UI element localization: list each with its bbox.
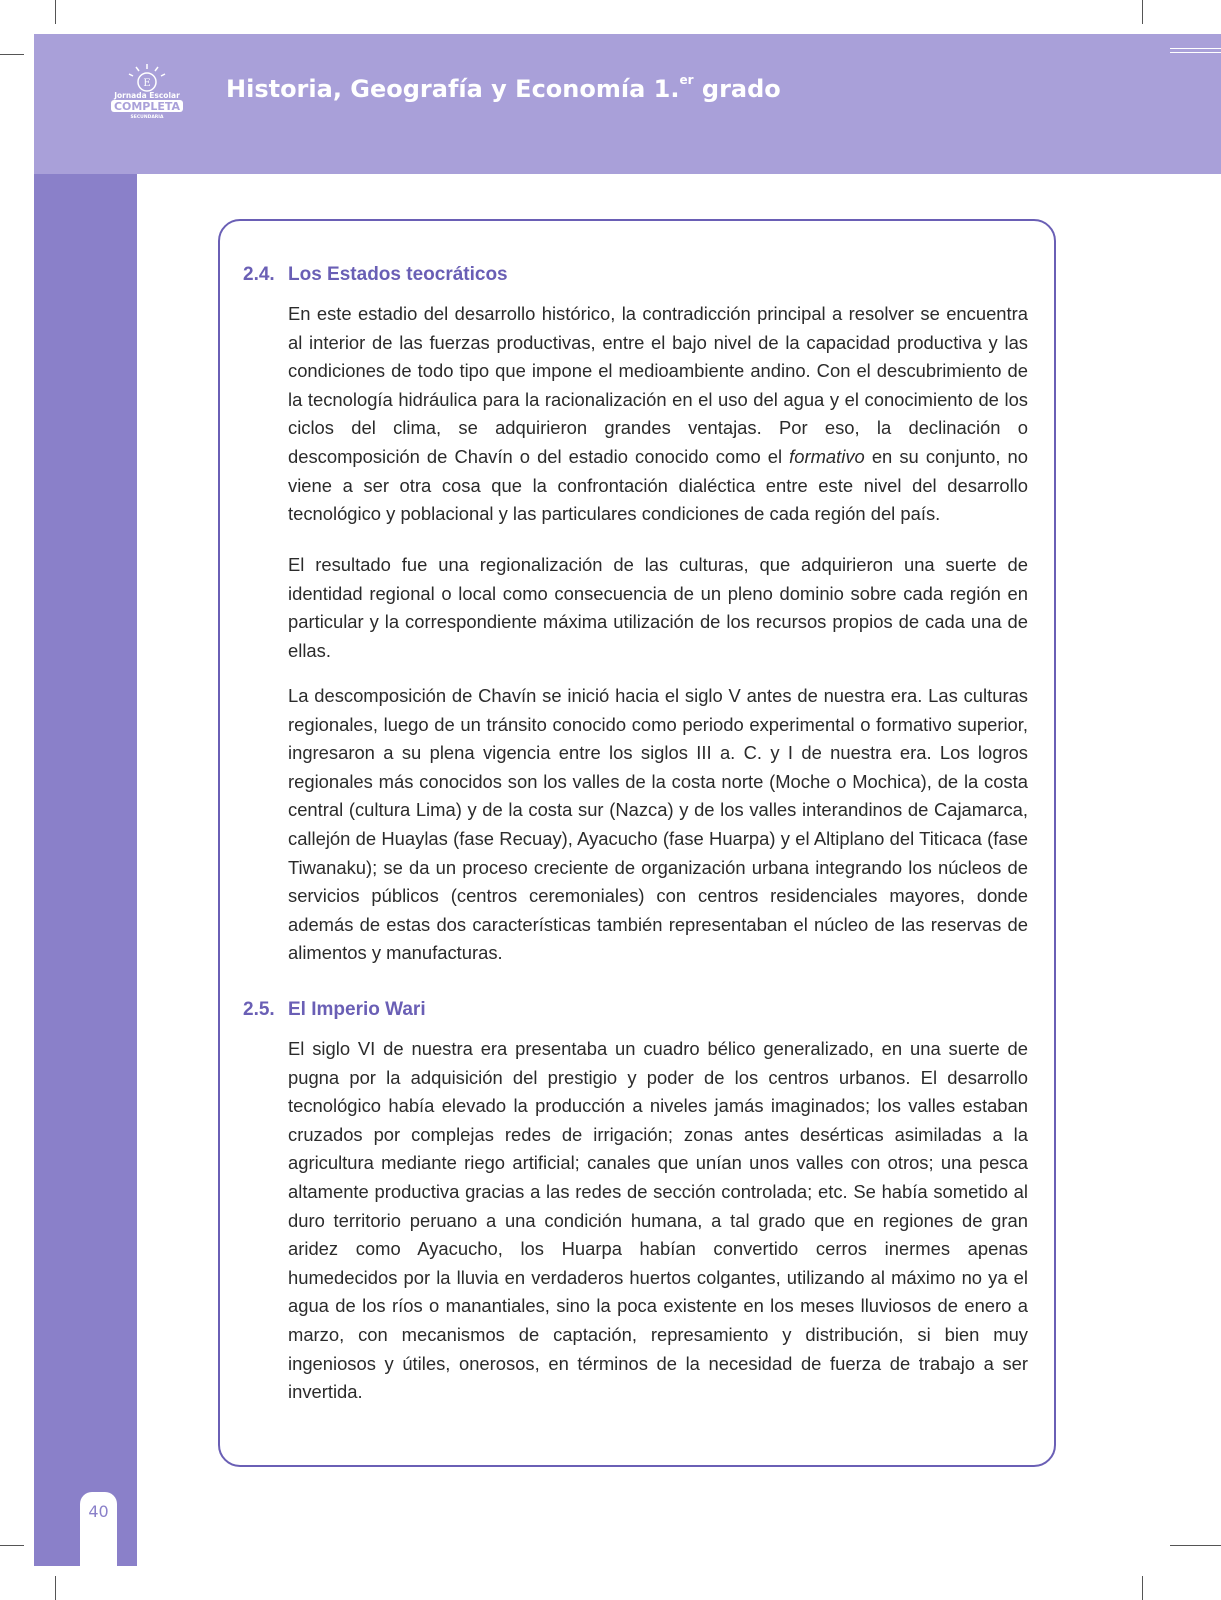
left-sidebar [34,174,137,1566]
crop-mark [0,54,24,55]
paragraph [288,300,1028,529]
paragraph-text: En este estadio del desarrollo histórico, la contradicción principal a resolver se encuentra al interior de las fuerzas productivas, entre el bajo nivel de la capacidad productiva y las condiciones de todo tipo que impone el medioambiente andino. Con el descubrimiento de la tecnología hidráulica para la racionalización en el uso del agua y el conocimiento de los ciclos del clima, se adquirieron grandes ventajas. Por eso, la declinación o descomposición de Chavín o del estadio conocido como el [288,303,1028,467]
logo-sun-letter: E [143,78,151,89]
logo-text-bottom: SECUNDARIA [130,115,164,120]
header-rule [1170,48,1221,49]
section-heading-2-4 [243,264,508,286]
jornada-escolar-completa-logo [106,62,188,120]
header-title-tail: grado [693,75,781,103]
section-number: 2.4. [243,264,275,285]
logo-text-top: Jornada Escolar [114,91,180,100]
header-title-main: Historia, Geografía y Economía 1. [226,75,680,103]
paragraph-emphasis: formativo [789,445,865,467]
crop-mark [0,1545,24,1546]
paragraph: El siglo VI de nuestra era presentaba un cuadro bélico generalizado, en una suerte de pugna por la adquisición del prestigio y poder de los centros urbanos. El desarrollo tecnológico había elevado la producción a niveles jamás imaginados; los valles estaban cruzados por complejas redes de irrigación; zonas antes desérticas asimiladas a la agricultura mediante riego artificial; canales que unían unos valles con otros; una pesca altamente productiva gracias a las redes de sección controlada; etc. Se había sometido al duro territorio peruano a una condición humana, a tal grado que en regiones de gran aridez como Ayacucho, los Huarpa habían convertido cerros inermes apenas humedecidos por la lluvia en verdaderos huertos colgantes, utilizando al máximo no ya el agua de los ríos o manantiales, sino la poca existente en los meses lluviosos de enero a marzo, con mecanismos de captación, represamiento y distribución, si bien muy ingeniosos y útiles, onerosos, en términos de la necesidad de fuerza de trabajo a ser invertida. [288,1038,1028,1403]
crop-mark [55,1576,56,1600]
section-heading-2-5 [243,999,426,1021]
section-title: Los Estados teocráticos [288,264,508,285]
page-header-title [226,75,781,103]
page-number: 40 [88,1502,109,1521]
paragraph: La descomposición de Chavín se inició hacia el siglo V antes de nuestra era. Las culturas regionales, luego de un tránsito conocido como periodo experimental o formativo superior, ingresaron a su plena vigencia entre los siglos III a. C. y I de nuestra era. Los logros regionales más conocidos son los valles de la costa norte (Moche o Mochica), de la costa central (cultura Lima) y de la costa sur (Nazca) y de los valles interandinos de Cajamarca, callejón de Huaylas (fase Recuay), Ayacucho (fase Huarpa) y el Altiplano del Titicaca (fase Tiwanaku); se da un proceso creciente de organización urbana integrando los núcleos de servicios públicos (centros ceremoniales) con centros residenciales mayores, donde además de estas dos características también representaban el núcleo de las reservas de alimentos y manufacturas. [288,685,1028,964]
crop-mark [1170,1545,1221,1546]
section-number: 2.5. [243,999,275,1020]
header-band [34,34,1221,174]
logo-text-main: COMPLETA [113,100,181,113]
header-title-superscript: er [679,73,694,87]
crop-mark [1142,1576,1143,1600]
paragraph-text: en su conjunto, no viene a ser otra cosa que la confrontación dialéctica entre este nivel del desarrollo tecnológico y poblacional y las particulares condiciones de cada región del país. [288,445,1028,525]
crop-mark [55,0,56,24]
section-title: El Imperio Wari [288,999,426,1020]
header-rule [1170,52,1221,53]
paragraph: El resultado fue una regionalización de las culturas, que adquirieron una suerte de identidad regional o local como consecuencia de un pleno dominio sobre cada región en particular y la correspondiente máxima utilización de los recursos propios de cada una de ellas. [288,554,1028,661]
crop-mark [1142,0,1143,24]
